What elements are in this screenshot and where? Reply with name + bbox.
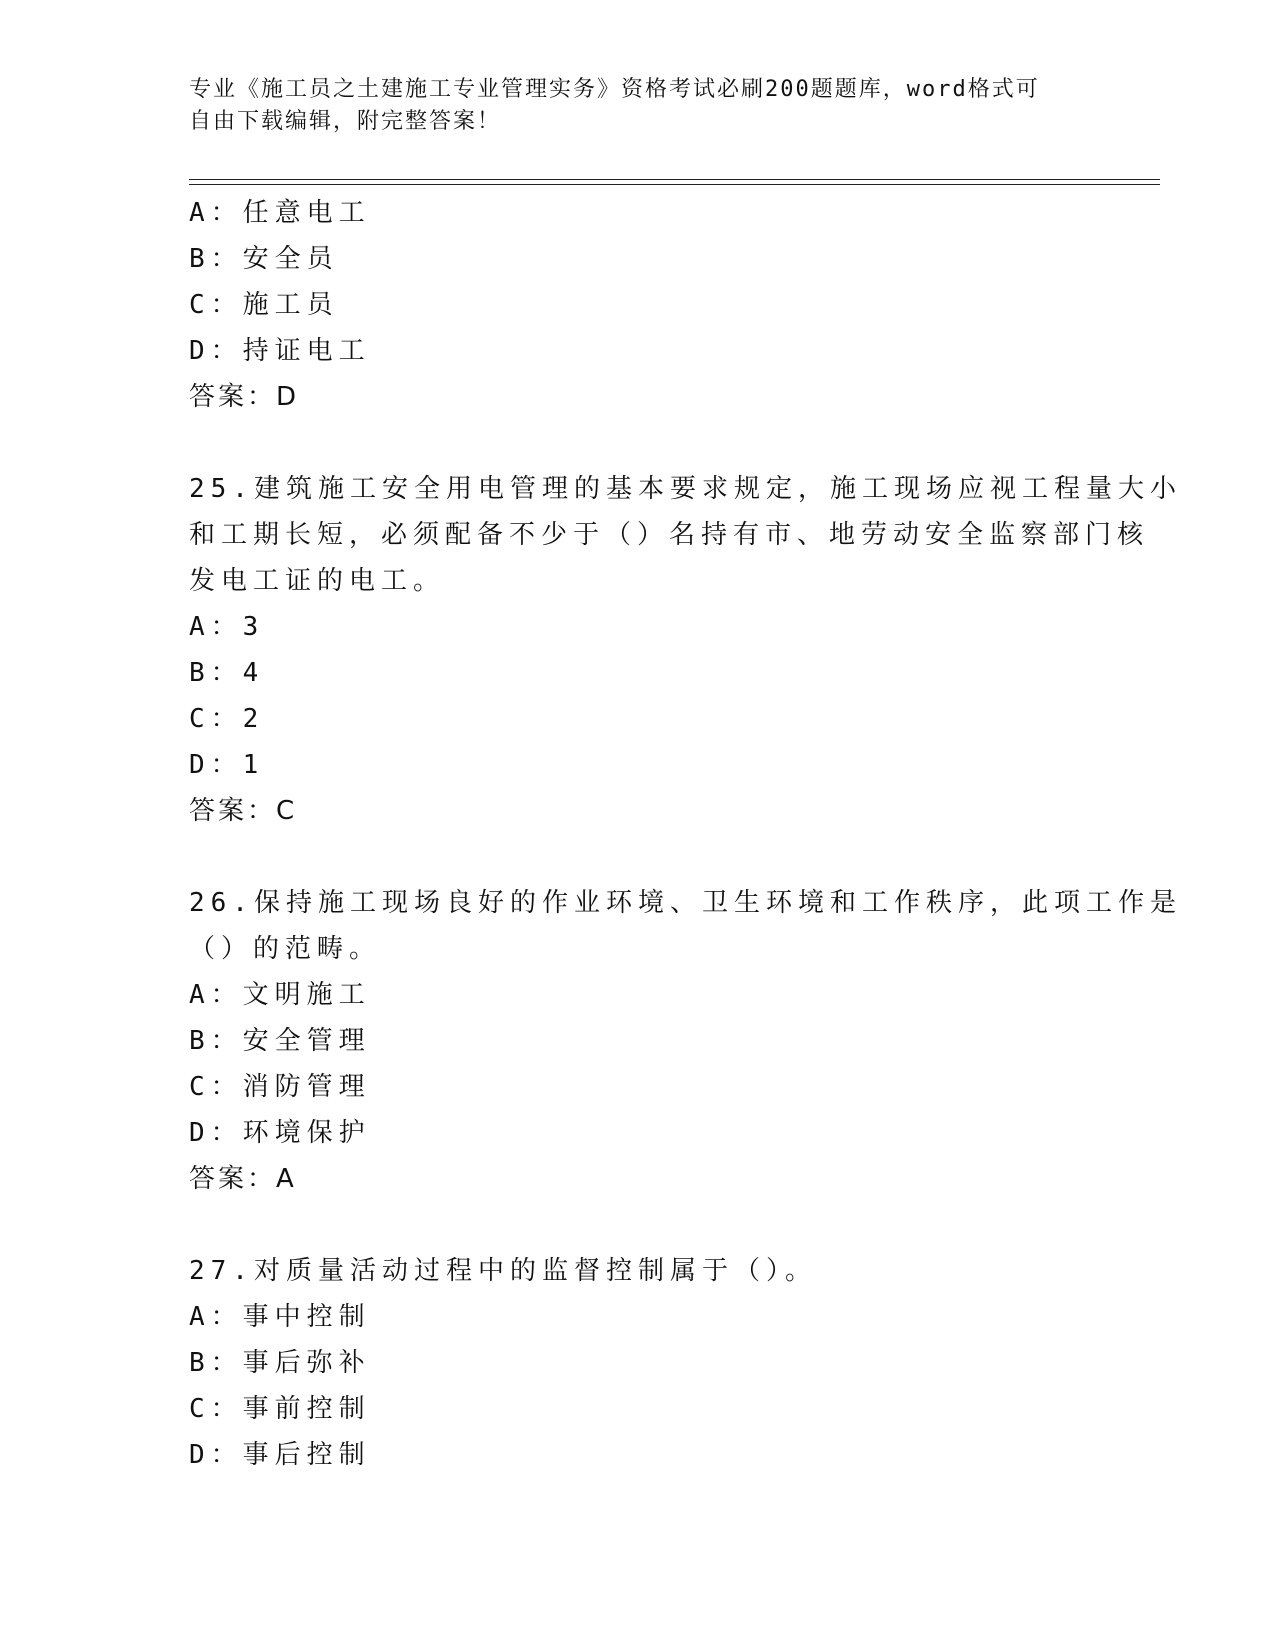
option-label: B： [189,658,243,688]
option-c [189,282,1089,328]
option-b [189,236,1089,282]
question-text-line: 26.保持施工现场良好的作业环境、卫生环境和工作秩序，此项工作是 [189,888,1182,918]
option-b [189,1340,1089,1386]
answer-line: 答案：C [189,796,298,826]
option-text: 消防管理 [242,1072,371,1102]
option-a [189,604,1089,650]
question-25 [189,466,1182,834]
question-list [189,190,1182,1478]
option-text: 事后弥补 [242,1348,371,1378]
option-label: A： [189,980,243,1010]
header-divider-top [189,179,1160,180]
option-label: C： [189,1394,243,1424]
document-header [189,74,1089,138]
question-26 [189,880,1182,1202]
option-text: 持证电工 [242,336,371,366]
answer-line: 答案：D [189,382,300,412]
option-d [189,328,1089,374]
option-text: 施工员 [242,290,339,320]
question-24-continuation [189,190,1089,420]
option-text: 环境保护 [242,1118,371,1148]
question-text-line: 27.对质量活动过程中的监督控制属于（）。 [189,1256,817,1286]
option-text: 4 [242,658,265,688]
option-label: C： [189,704,243,734]
question-text-line: 和工期长短，必须配备不少于（）名持有市、地劳动安全监察部门核 [189,520,1150,550]
option-label: B： [189,1026,243,1056]
option-c [189,1064,1089,1110]
option-c [189,1386,1089,1432]
option-label: D： [189,336,243,366]
option-text: 事中控制 [242,1302,371,1332]
option-text: 事前控制 [242,1394,371,1424]
option-text: 安全员 [242,244,339,274]
option-text: 事后控制 [242,1440,371,1470]
header-line-2: 自由下载编辑，附完整答案！ [189,109,502,134]
option-d [189,742,1089,788]
option-text: 2 [242,704,265,734]
option-label: A： [189,1302,243,1332]
option-label: A： [189,198,243,228]
option-text: 3 [242,612,265,642]
option-text: 文明施工 [242,980,371,1010]
option-label: C： [189,290,243,320]
question-27 [189,1248,1089,1478]
option-text: 安全管理 [242,1026,371,1056]
question-text-line: 发电工证的电工。 [189,566,446,596]
option-a [189,1294,1089,1340]
option-text: 任意电工 [242,198,371,228]
option-label: B： [189,1348,243,1378]
option-label: B： [189,244,243,274]
question-text-line: （）的范畴。 [189,934,382,964]
option-label: A： [189,612,243,642]
option-c [189,696,1089,742]
option-label: C： [189,1072,243,1102]
option-b [189,1018,1089,1064]
option-b [189,650,1089,696]
option-d [189,1432,1089,1478]
option-a [189,972,1089,1018]
option-d [189,1110,1089,1156]
option-label: D： [189,1440,243,1470]
answer-line: 答案：A [189,1164,297,1194]
option-text: 1 [242,750,265,780]
question-text-line: 25.建筑施工安全用电管理的基本要求规定，施工现场应视工程量大小 [189,474,1182,504]
option-label: D： [189,1118,243,1148]
header-divider-bottom [189,184,1160,185]
header-line-1: 专业《施工员之土建施工专业管理实务》资格考试必刷200题题库，word格式可 [189,77,1040,102]
option-a [189,190,1089,236]
option-label: D： [189,750,243,780]
